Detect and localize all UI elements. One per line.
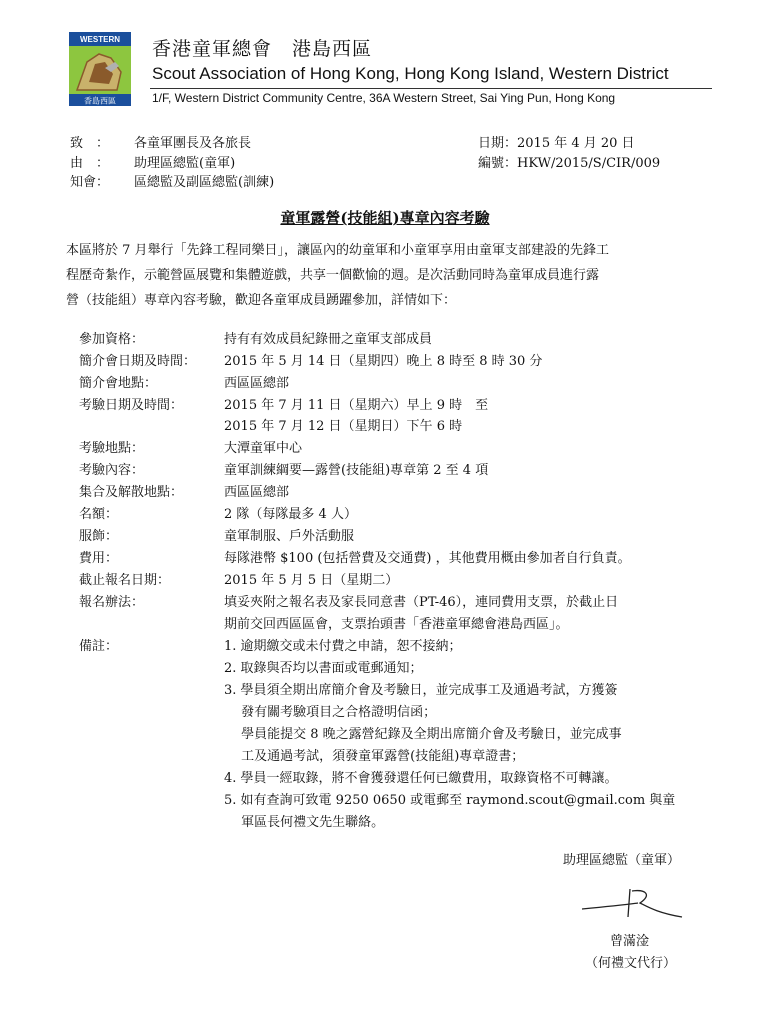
cc-value: 區總監及副區總監(訓練) xyxy=(134,175,275,190)
detail-value: 每隊港幣 $100 (包括營費及交通費) ，其他費用概由參加者自行負責。 xyxy=(224,551,631,566)
detail-label: 參加資格： xyxy=(79,332,145,347)
detail-label: 考驗地點： xyxy=(79,441,145,456)
intro-line-2: 程歷奇紮作，示範營區展覽和集體遊戲，共享一個歡愉的週。是次活動同時為童軍成員進行露 xyxy=(66,268,600,283)
detail-value: 2015 年 7 月 11 日（星期六）早上 9 時 至 xyxy=(224,398,489,413)
logo-text-top: WESTERN xyxy=(80,35,120,44)
detail-value: 童軍訓練綱要—露營(技能組)專章第 2 至 4 項 xyxy=(224,463,489,478)
from-label: 由 ： xyxy=(70,156,110,171)
detail-value: 西區區總部 xyxy=(224,376,290,391)
detail-label: 集合及解散地點： xyxy=(79,485,184,500)
org-name-en: Scout Association of Hong Kong, Hong Kong Island, Western District xyxy=(152,64,669,83)
detail-label: 考驗內容： xyxy=(79,463,145,478)
remark-item: 學員能提交 8 晚之露營紀錄及全期出席簡介會及考驗日，並完成事 xyxy=(224,727,622,742)
remark-item: 5. 如有查詢可致電 9250 0650 或電郵至 raymond.scout@gmail.com 與童 xyxy=(224,793,676,808)
detail-label: 報名辦法： xyxy=(79,595,145,610)
memo-reference: 編號：HKW/2015/S/CIR/009 xyxy=(478,156,661,171)
detail-label: 截止報名日期： xyxy=(79,573,171,588)
detail-label: 簡介會日期及時間： xyxy=(79,354,197,369)
remark-item: 軍區長何禮文先生聯絡。 xyxy=(224,815,385,830)
detail-label: 服飾： xyxy=(79,529,119,544)
detail-label: 考驗日期及時間： xyxy=(79,398,184,413)
from-value: 助理區總監(童軍) xyxy=(134,156,236,171)
detail-value: 填妥夾附之報名表及家長同意書（PT-46），連同費用支票，於截止日 xyxy=(224,595,619,610)
detail-label: 費用： xyxy=(79,551,119,566)
handwritten-signature xyxy=(578,883,688,923)
cc-label: 知會： xyxy=(70,175,110,190)
signatory-proxy: （何禮文代行） xyxy=(585,956,677,971)
detail-label: 名額： xyxy=(79,507,119,522)
org-address: 1/F, Western District Community Centre, 36A Western Street, Sai Ying Pun, Hong Kong xyxy=(152,91,616,105)
detail-value: 2015 年 7 月 12 日（星期日）下午 6 時 xyxy=(224,419,463,434)
memo-date: 日期：2015 年 4 月 20 日 xyxy=(478,136,635,151)
detail-value: 持有有效成員紀錄冊之童軍支部成員 xyxy=(224,332,433,347)
signatory-title: 助理區總監（童軍） xyxy=(563,853,681,868)
district-logo xyxy=(69,32,131,106)
remark-item: 工及通過考試，須發童軍露營(技能組)專章證書； xyxy=(224,749,525,764)
to-label: 致 ： xyxy=(70,136,110,151)
logo-text-bottom: 香島西區 xyxy=(84,96,116,106)
detail-value: 2 隊（每隊最多 4 人） xyxy=(224,507,357,522)
signatory-name: 曾滿淦 xyxy=(610,934,650,949)
org-name-zh: 香港童軍總會 港島西區 xyxy=(152,38,373,60)
remark-item: 1. 逾期繳交或未付費之申請，恕不接納； xyxy=(224,639,462,654)
detail-label: 備註： xyxy=(79,639,119,654)
to-value: 各童軍團長及各旅長 xyxy=(134,136,252,151)
detail-value: 童軍制服、戶外活動服 xyxy=(224,529,355,544)
intro-line-3: 營（技能組）專章內容考驗，歡迎各童軍成員踴躍參加，詳情如下： xyxy=(66,293,457,308)
detail-value: 2015 年 5 月 14 日（星期四）晚上 8 時至 8 時 30 分 xyxy=(224,354,543,369)
remark-item: 發有關考驗項目之合格證明信函； xyxy=(224,705,437,720)
intro-line-1: 本區將於 7 月舉行「先鋒工程同樂日」，讓區內的幼童軍和小童軍享用由童軍支部建設的先鋒工 xyxy=(66,243,610,258)
remark-item: 2. 取錄與否均以書面或電郵通知； xyxy=(224,661,423,676)
header-divider xyxy=(150,88,712,89)
detail-value: 大潭童軍中心 xyxy=(224,441,303,456)
detail-label: 簡介會地點： xyxy=(79,376,158,391)
remark-item: 4. 學員一經取錄，將不會獲發還任何已繳費用，取錄資格不可轉讓。 xyxy=(224,771,618,786)
circular-title: 童軍露營(技能組)專章內容考驗 xyxy=(280,209,490,227)
detail-value: 期前交回西區區會，支票抬頭書「香港童軍總會港島西區」。 xyxy=(224,617,569,632)
detail-value: 2015 年 5 月 5 日（星期二） xyxy=(224,573,399,588)
detail-value: 西區區總部 xyxy=(224,485,290,500)
remark-item: 3. 學員須全期出席簡介會及考驗日，並完成事工及通過考試，方獲簽 xyxy=(224,683,618,698)
